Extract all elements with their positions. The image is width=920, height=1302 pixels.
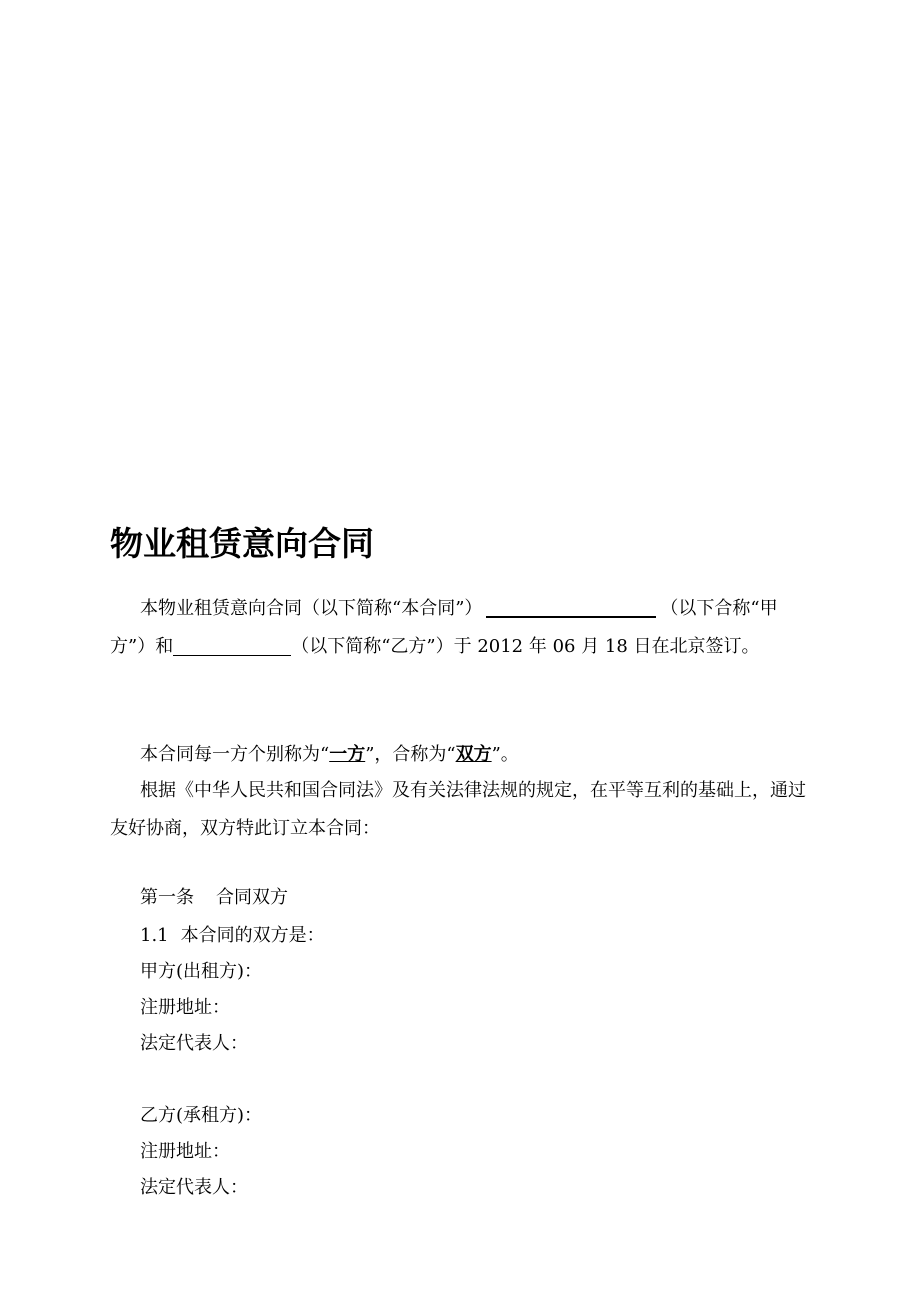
party-b-name-blank — [173, 635, 291, 656]
parties-note-suffix: ”。 — [491, 744, 519, 765]
article-1-title: 合同双方 — [216, 887, 288, 908]
article-1-number: 第一条 — [140, 887, 194, 908]
clause-1-1 — [140, 918, 325, 954]
party-a-name-blank — [486, 596, 656, 618]
party-a-address: 注册地址： — [140, 997, 230, 1018]
clause-1-1-number: 1.1 — [140, 925, 169, 946]
parties-note-prefix: 本合同每一方个别称为“ — [140, 744, 330, 765]
parties-note-paragraph — [110, 736, 810, 774]
document-title: 物业租赁意向合同 — [110, 524, 374, 563]
intro-part3: （以下简称“乙方”）于 2012 年 06 月 18 日在北京签订。 — [291, 636, 760, 657]
party-b-label: 乙方(承租方)： — [140, 1105, 263, 1126]
intro-paragraph — [110, 590, 810, 666]
intro-part2: （以下合称“甲方”）和 — [110, 598, 778, 657]
party-b-representative: 法定代表人： — [140, 1177, 248, 1198]
party-a-representative: 法定代表人： — [140, 1033, 248, 1054]
clause-1-1-text: 本合同的双方是： — [180, 925, 325, 946]
party-b-address: 注册地址： — [140, 1141, 230, 1162]
basis-paragraph: 根据《中华人民共和国合同法》及有关法律法规的规定，在平等互利的基础上，通过友好协商，双方特此订立本合同： — [110, 780, 806, 839]
parties-note-middle: ”，合称为“ — [365, 744, 456, 765]
party-a-label: 甲方(出租方)： — [140, 961, 263, 982]
term-both-parties: 双方 — [455, 744, 492, 765]
article-1-heading — [140, 880, 288, 916]
term-one-party: 一方 — [329, 744, 366, 765]
intro-part1: 本物业租赁意向合同（以下简称“本合同”） — [140, 598, 483, 619]
